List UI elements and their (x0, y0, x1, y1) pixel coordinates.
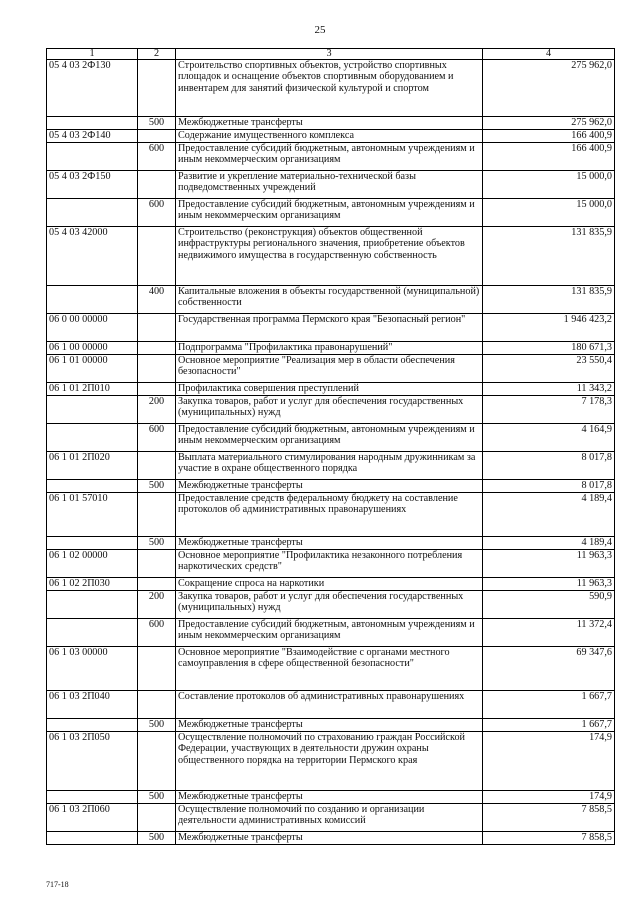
item-description: Предоставление субсидий бюджетным, автономным учреждениям и иным некоммерческим организациям (176, 424, 483, 452)
classification-code: 06 1 01 2П020 (47, 452, 138, 480)
expense-type-code: 400 (138, 286, 176, 314)
item-description: Предоставление субсидий бюджетным, автономным учреждениям и иным некоммерческим организациям (176, 619, 483, 647)
table-row (47, 480, 615, 493)
expense-type-code: 600 (138, 199, 176, 227)
amount: 11 963,3 (483, 550, 615, 578)
table-row (47, 424, 615, 452)
classification-code: 06 1 02 2П030 (47, 578, 138, 591)
table-row (47, 227, 615, 286)
column-header: 3 (176, 49, 483, 60)
amount: 7 858,5 (483, 832, 615, 845)
expense-type-code: 500 (138, 117, 176, 130)
amount: 590,9 (483, 591, 615, 619)
amount: 7 178,3 (483, 396, 615, 424)
expense-type-code (138, 342, 176, 355)
table-row (47, 60, 615, 117)
expense-type-code: 200 (138, 396, 176, 424)
expense-type-code: 500 (138, 719, 176, 732)
item-description: Строительство (реконструкция) объектов общественной инфраструктуры регионального значения, приобретение объектов недвижимого имущества в государственную собственность (176, 227, 483, 286)
amount: 11 372,4 (483, 619, 615, 647)
classification-code (47, 480, 138, 493)
table-row (47, 355, 615, 383)
classification-code (47, 791, 138, 804)
amount: 166 400,9 (483, 143, 615, 171)
item-description: Предоставление средств федеральному бюджету на составление протоколов об административных правонарушениях (176, 493, 483, 537)
expense-type-code (138, 804, 176, 832)
classification-code (47, 286, 138, 314)
table-row (47, 591, 615, 619)
expense-type-code (138, 578, 176, 591)
amount: 166 400,9 (483, 130, 615, 143)
table-row (47, 342, 615, 355)
classification-code: 05 4 03 2Ф130 (47, 60, 138, 117)
table-row (47, 791, 615, 804)
table-row (47, 452, 615, 480)
table-row (47, 383, 615, 396)
expense-type-code (138, 383, 176, 396)
item-description: Составление протоколов об административных правонарушениях (176, 691, 483, 719)
item-description: Межбюджетные трансферты (176, 832, 483, 845)
expense-type-code (138, 130, 176, 143)
classification-code (47, 396, 138, 424)
table-row (47, 396, 615, 424)
table-row (47, 732, 615, 791)
column-header: 4 (483, 49, 615, 60)
table-header-row (47, 49, 615, 60)
classification-code: 05 4 03 2Ф150 (47, 171, 138, 199)
amount: 11 963,3 (483, 578, 615, 591)
expense-type-code (138, 550, 176, 578)
classification-code (47, 591, 138, 619)
table-row (47, 719, 615, 732)
classification-code (47, 143, 138, 171)
table-row (47, 804, 615, 832)
item-description: Государственная программа Пермского края "Безопасный регион" (176, 314, 483, 342)
classification-code (47, 619, 138, 647)
item-description: Межбюджетные трансферты (176, 719, 483, 732)
expense-type-code (138, 452, 176, 480)
amount: 275 962,0 (483, 117, 615, 130)
amount: 8 017,8 (483, 480, 615, 493)
amount: 1 667,7 (483, 719, 615, 732)
expense-type-code (138, 732, 176, 791)
budget-table (46, 48, 615, 845)
item-description: Строительство спортивных объектов, устройство спортивных площадок и оснащение объектов спортивным оборудованием и инвентарем для занятий физической культурой и спортом (176, 60, 483, 117)
table-row (47, 117, 615, 130)
amount: 131 835,9 (483, 286, 615, 314)
table-row (47, 550, 615, 578)
table-row (47, 130, 615, 143)
table-row (47, 493, 615, 537)
item-description: Подпрограмма "Профилактика правонарушений" (176, 342, 483, 355)
item-description: Основное мероприятие "Взаимодействие с органами местного самоуправления в сфере общественной безопасности" (176, 647, 483, 691)
table-body (47, 60, 615, 845)
amount: 15 000,0 (483, 199, 615, 227)
expense-type-code (138, 647, 176, 691)
amount: 69 347,6 (483, 647, 615, 691)
expense-type-code (138, 493, 176, 537)
classification-code: 06 1 01 2П010 (47, 383, 138, 396)
item-description: Предоставление субсидий бюджетным, автономным учреждениям и иным некоммерческим организациям (176, 199, 483, 227)
classification-code: 06 1 03 00000 (47, 647, 138, 691)
expense-type-code: 600 (138, 424, 176, 452)
table-row (47, 537, 615, 550)
amount: 1 667,7 (483, 691, 615, 719)
classification-code: 06 1 01 00000 (47, 355, 138, 383)
amount: 4 189,4 (483, 493, 615, 537)
table-row (47, 171, 615, 199)
table-row (47, 578, 615, 591)
amount: 7 858,5 (483, 804, 615, 832)
classification-code: 06 0 00 00000 (47, 314, 138, 342)
expense-type-code (138, 314, 176, 342)
item-description: Содержание имущественного комплекса (176, 130, 483, 143)
classification-code: 06 1 03 2П040 (47, 691, 138, 719)
classification-code: 05 4 03 2Ф140 (47, 130, 138, 143)
table-row (47, 619, 615, 647)
expense-type-code: 600 (138, 143, 176, 171)
table-row (47, 199, 615, 227)
item-description: Межбюджетные трансферты (176, 117, 483, 130)
item-description: Межбюджетные трансферты (176, 791, 483, 804)
expense-type-code: 500 (138, 480, 176, 493)
item-description: Осуществление полномочий по созданию и организации деятельности административных комиссий (176, 804, 483, 832)
column-header: 2 (138, 49, 176, 60)
amount: 8 017,8 (483, 452, 615, 480)
amount: 4 189,4 (483, 537, 615, 550)
amount: 4 164,9 (483, 424, 615, 452)
item-description: Развитие и укрепление материально-технической базы подведомственных учреждений (176, 171, 483, 199)
expense-type-code: 500 (138, 537, 176, 550)
item-description: Межбюджетные трансферты (176, 480, 483, 493)
item-description: Осуществление полномочий по страхованию граждан Российской Федерации, участвующих в деятельности дружин охраны общественного порядка на территории Пермского края (176, 732, 483, 791)
amount: 15 000,0 (483, 171, 615, 199)
classification-code: 06 1 01 57010 (47, 493, 138, 537)
column-header: 1 (47, 49, 138, 60)
classification-code: 06 1 03 2П060 (47, 804, 138, 832)
item-description: Предоставление субсидий бюджетным, автономным учреждениям и иным некоммерческим организациям (176, 143, 483, 171)
classification-code (47, 537, 138, 550)
item-description: Сокращение спроса на наркотики (176, 578, 483, 591)
item-description: Межбюджетные трансферты (176, 537, 483, 550)
page-number: 25 (314, 24, 326, 36)
table-row (47, 647, 615, 691)
table-row (47, 832, 615, 845)
expense-type-code (138, 227, 176, 286)
amount: 174,9 (483, 791, 615, 804)
amount: 131 835,9 (483, 227, 615, 286)
item-description: Капитальные вложения в объекты государственной (муниципальной) собственности (176, 286, 483, 314)
item-description: Закупка товаров, работ и услуг для обеспечения государственных (муниципальных) нужд (176, 591, 483, 619)
amount: 180 671,3 (483, 342, 615, 355)
amount: 11 343,2 (483, 383, 615, 396)
table-row (47, 143, 615, 171)
classification-code (47, 117, 138, 130)
classification-code (47, 424, 138, 452)
item-description: Основное мероприятие "Профилактика незаконного потребления наркотических средств" (176, 550, 483, 578)
amount: 1 946 423,2 (483, 314, 615, 342)
table-row (47, 691, 615, 719)
item-description: Выплата материального стимулирования народным дружинникам за участие в охране общественного порядка (176, 452, 483, 480)
expense-type-code (138, 355, 176, 383)
classification-code (47, 199, 138, 227)
item-description: Закупка товаров, работ и услуг для обеспечения государственных (муниципальных) нужд (176, 396, 483, 424)
classification-code (47, 832, 138, 845)
amount: 174,9 (483, 732, 615, 791)
table-row (47, 314, 615, 342)
expense-type-code: 200 (138, 591, 176, 619)
expense-type-code: 500 (138, 832, 176, 845)
amount: 275 962,0 (483, 60, 615, 117)
classification-code: 06 1 03 2П050 (47, 732, 138, 791)
item-description: Профилактика совершения преступлений (176, 383, 483, 396)
document-footer-mark: 717-18 (46, 880, 69, 889)
expense-type-code (138, 60, 176, 117)
classification-code: 06 1 00 00000 (47, 342, 138, 355)
expense-type-code (138, 691, 176, 719)
classification-code: 06 1 02 00000 (47, 550, 138, 578)
classification-code (47, 719, 138, 732)
table-row (47, 286, 615, 314)
item-description: Основное мероприятие "Реализация мер в области обеспечения безопасности" (176, 355, 483, 383)
expense-type-code: 500 (138, 791, 176, 804)
amount: 23 550,4 (483, 355, 615, 383)
classification-code: 05 4 03 42000 (47, 227, 138, 286)
expense-type-code: 600 (138, 619, 176, 647)
expense-type-code (138, 171, 176, 199)
